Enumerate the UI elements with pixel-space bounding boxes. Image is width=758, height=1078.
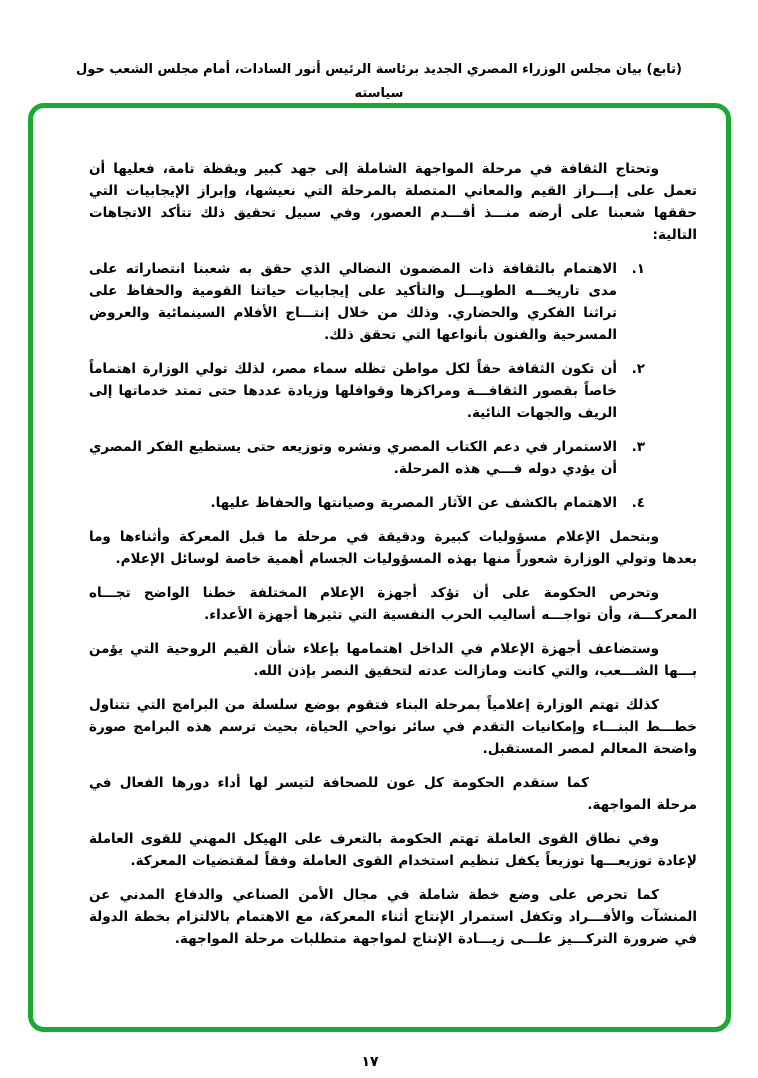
document-title: (تابع) بيان مجلس الوزراء المصري الجديد برئاسة الرئيس أنور السادات، أمام مجلس الشعب حول سياسته — [76, 62, 682, 101]
body-paragraph: كما ستقدم الحكومة كل عون للصحافة لتيسر لها أداء دورها الفعال في مرحلة المواجهة. — [89, 775, 697, 813]
body-paragraph: وبتحمل الإعلام مسؤوليات كبيرة ودقيقة في مرحلة ما قبل المعركة وأثناءها وما بعدها وتولي الوزارة شعوراً منها بهذه المسؤوليات الجسام أهمية خاصة لوسائل الإعلام. — [89, 529, 697, 567]
list-item — [89, 492, 645, 514]
list-item-number: ٣. — [631, 439, 645, 455]
list-item-text: الاهتمام بالكشف عن الآثار المصرية وصيانتها والحفاظ عليها. — [210, 495, 617, 511]
document-body — [89, 158, 697, 950]
list-item-text: الاهتمام بالثقافة ذات المضمون النضالي الذي حقق به شعبنا انتصاراته على مدى تاريخـــه الطويـــل والتأكيد على إيجابيات حياتنا القومية والحفاظ على تراثنا الفكري والحضاري. وذلك من خلال إنتـــاج الأفلام السينمائية والعروض المسرحية والفنون بأنواعها التي تحقق ذلك. — [89, 261, 617, 343]
body-paragraph: وفي نطاق القوى العاملة تهتم الحكومة بالتعرف على الهيكل المهني للقوى العاملة لإعادة توزيعـــها توزيعاً يكفل تنظيم استخدام القوى العاملة وفقاً لمقتضيات المعركة. — [89, 831, 697, 869]
list-item — [89, 258, 645, 346]
list-item-text: الاستمرار في دعم الكتاب المصري ونشره وتوزيعه حتى يستطيع الفكر المصري أن يؤدي دوله فـــي هذه المرحلة. — [89, 439, 617, 477]
body-paragraph: وستضاعف أجهزة الإعلام في الداخل اهتمامها بإعلاء شأن القيم الروحية التي يؤمن بـــها الشـــعب، والتي كانت ومازالت عدته لتحقيق النصر بإذن الله. — [89, 641, 697, 679]
list-item-number: ٤. — [631, 495, 645, 511]
body-paragraph: كذلك تهتم الوزارة إعلامياً بمرحلة البناء فتقوم بوضع سلسلة من البرامج التي تتناول خطـــط البنـــاء وإمكانيات التقدم في سائر نواحي الحياة، بحيث ترسم هذه البرامج صورة واضحة المعالم لمصر المستقبل. — [89, 697, 697, 757]
page-number: ١٧ — [361, 1054, 379, 1070]
intro-paragraph: وتحتاج الثقافة في مرحلة المواجهة الشاملة إلى جهد كبير ويقظة تامة، فعليها أن تعمل على إبـــراز القيم والمعاني المتصلة بالمرحلة التي نعيشها، وإبراز الإيجابيات التي حققها شعبنا على أرضه منـــذ أقـــدم العصور، وفي سبيل تحقيق ذلك تتأكد الاتجاهات التالية: — [89, 161, 697, 243]
list-item — [89, 436, 645, 480]
list-item-number: ١. — [631, 261, 645, 277]
numbered-list — [89, 258, 697, 514]
green-frame — [28, 103, 731, 1032]
list-item — [89, 358, 645, 424]
list-item-text: أن تكون الثقافة حقاً لكل مواطن تظله سماء مصر، لذلك تولي الوزارة اهتماماً خاصاً بقصور الثقافـــة ومراكزها وقوافلها وزيادة عددها حتى تمتد خدماتها إلى الريف والجهات النائية. — [89, 361, 617, 421]
body-paragraph: وتحرص الحكومة على أن تؤكد أجهزة الإعلام المختلفة خطنا الواضح تجـــاه المعركـــة، وأن تواجـــه أساليب الحرب النفسية التي تثيرها أجهزة الأعداء. — [89, 585, 697, 623]
body-paragraph: كما تحرص على وضع خطة شاملة في مجال الأمن الصناعي والدفاع المدني عن المنشآت والأفـــراد وتكفل استمرار الإنتاج أثناء المعركة، مع الاهتمام بالالتزام بخطة الدولة في ضرورة التركـــيز علـــى زيـــادة الإنتاج لمواجهة متطلبات مرحلة المواجهة. — [89, 887, 697, 947]
list-item-number: ٢. — [631, 361, 645, 377]
